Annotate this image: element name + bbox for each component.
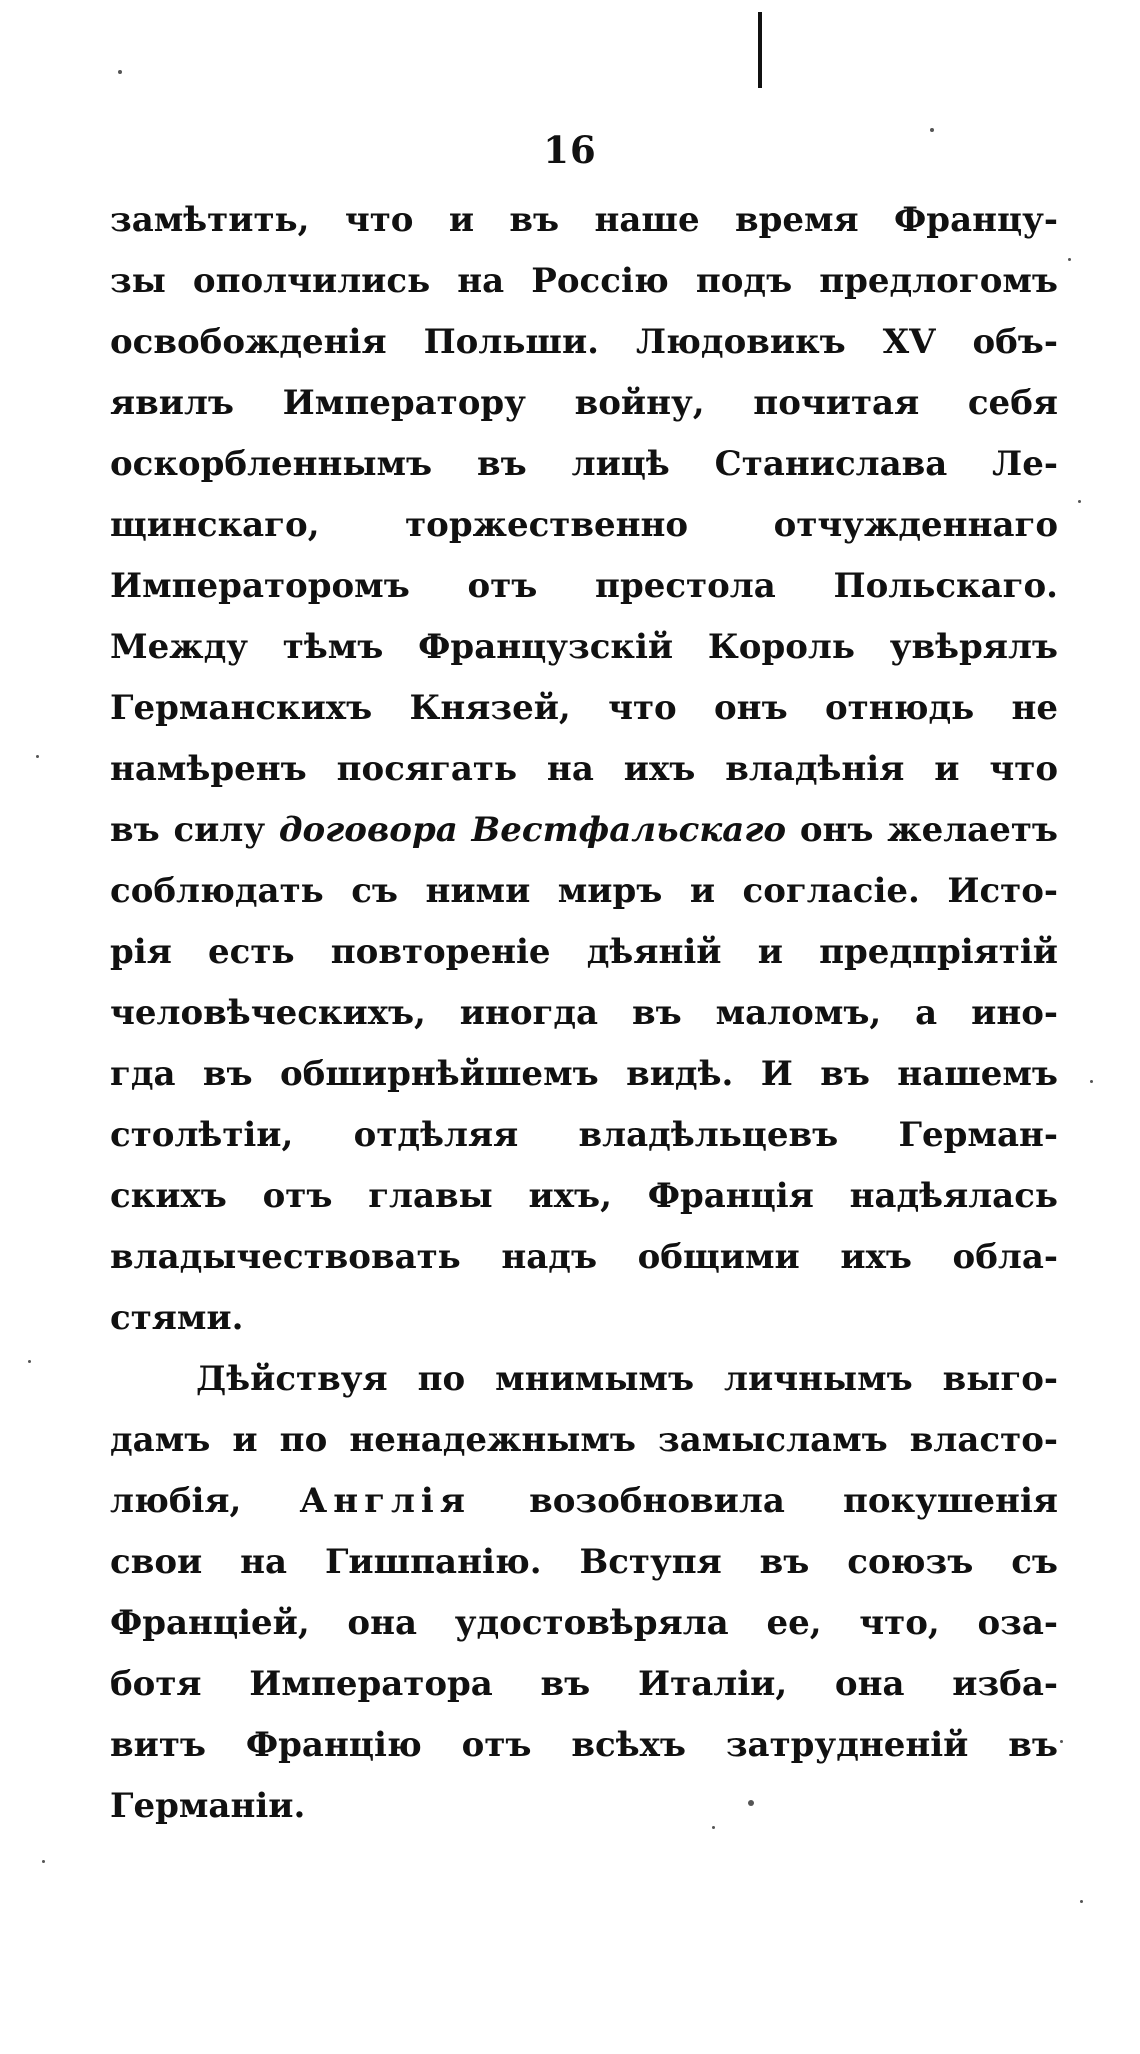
spaced-country-name: Англія (299, 1481, 471, 1521)
scan-speck (28, 1360, 31, 1363)
text-line: столѣтіи, отдѣляя владѣльцевъ Герман- (110, 1115, 1058, 1155)
paragraph-1 (110, 190, 1058, 1349)
text-line: витъ Францію отъ всѣхъ затрудненій въ (110, 1725, 1058, 1765)
text-line: гда въ обширнѣйшемъ видѣ. И въ нашемъ (110, 1054, 1058, 1094)
text-line: Франціей, она удостовѣряла ее, что, оза- (110, 1603, 1058, 1643)
text-line: зы ополчились на Россію подъ предлогомъ (110, 261, 1058, 301)
text-line: явилъ Императору войну, почитая себя (110, 383, 1058, 423)
text-line: стями. (110, 1298, 244, 1338)
text-line: соблюдать съ ними миръ и согласіе. Исто- (110, 871, 1058, 911)
italic-treaty-name: договора Вестфальскаго (278, 810, 787, 850)
scan-speck (42, 1860, 45, 1863)
scan-speck (1060, 1740, 1063, 1743)
scan-speck (1080, 1900, 1083, 1903)
text-line: свои на Гишпанію. Вступя въ союзъ съ (110, 1542, 1058, 1582)
text-line: въ силу договора Вестфальскаго онъ желаетъ (110, 810, 1058, 850)
scan-speck (748, 1800, 754, 1806)
scan-speck (36, 755, 39, 758)
scan-speck (1090, 1080, 1093, 1083)
text-line: щинскаго, торжественно отчужденнаго (110, 505, 1058, 545)
text-line: ботя Императора въ Италіи, она изба- (110, 1664, 1058, 1704)
text-line: Германіи. (110, 1786, 306, 1826)
text-line: Между тѣмъ Французскій Король увѣрялъ (110, 627, 1058, 667)
text-line: оскорбленнымъ въ лицѣ Станислава Ле- (110, 444, 1058, 484)
text-line: Императоромъ отъ престола Польскаго. (110, 566, 1058, 606)
text-line: дамъ и по ненадежнымъ замысламъ власто- (110, 1420, 1058, 1460)
scan-speck (930, 128, 934, 132)
paragraph-2 (110, 1349, 1058, 1837)
text-line: намѣренъ посягать на ихъ владѣнія и что (110, 749, 1058, 789)
scan-speck (1068, 258, 1071, 261)
margin-mark (758, 12, 762, 88)
text-line: скихъ отъ главы ихъ, Франція надѣялась (110, 1176, 1058, 1216)
text-line: Дѣйствуя по мнимымъ личнымъ выго- (196, 1359, 1058, 1399)
text-line: человѣческихъ, иногда въ маломъ, а ино- (110, 993, 1058, 1033)
text-line: любія, Англія возобновила покушенія (110, 1481, 1058, 1521)
text-line: рія есть повтореніе дѣяній и предпріятій (110, 932, 1058, 972)
scan-speck (1078, 500, 1081, 503)
scan-speck (118, 70, 122, 74)
text-line: Германскихъ Князей, что онъ отнюдь не (110, 688, 1058, 728)
scan-speck (712, 1826, 715, 1829)
text-line: замѣтить, что и въ наше время Францу- (110, 200, 1058, 240)
body-text (110, 190, 1058, 1837)
text-line: освобожденія Польши. Людовикъ XV объ- (110, 322, 1058, 362)
page-number: 16 (543, 128, 597, 172)
text-line: владычествовать надъ общими ихъ обла- (110, 1237, 1058, 1277)
